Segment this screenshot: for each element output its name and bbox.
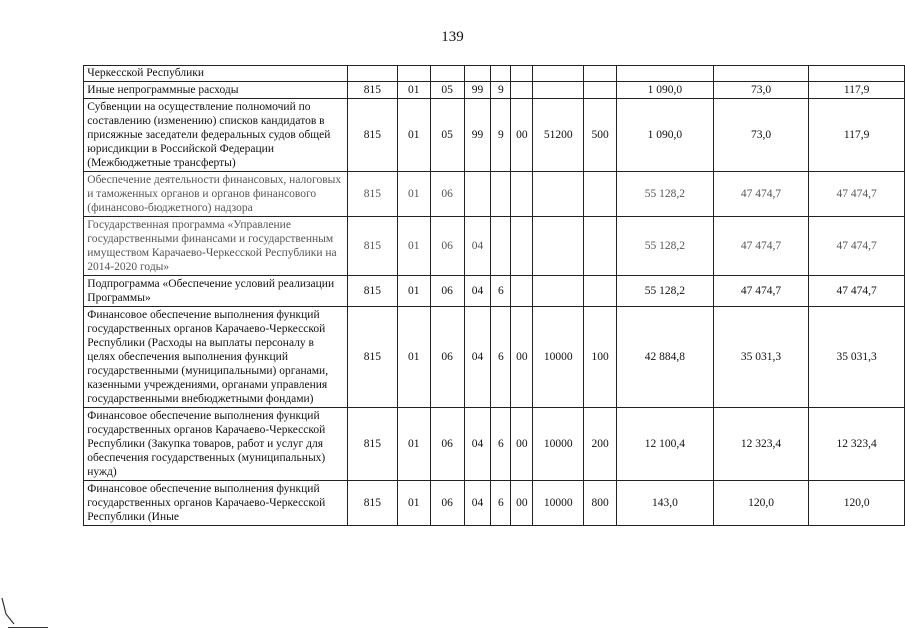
row-value-cell: 800 xyxy=(584,481,617,526)
row-value-cell: 01 xyxy=(397,481,430,526)
row-value-cell: 06 xyxy=(430,481,464,526)
row-value-cell xyxy=(533,82,584,99)
row-value-cell: 47 474,7 xyxy=(713,217,809,276)
row-value-cell xyxy=(584,66,617,82)
row-value-cell: 117,9 xyxy=(809,99,905,172)
row-value-cell: 1 090,0 xyxy=(617,82,714,99)
row-value-cell xyxy=(511,276,533,307)
row-gutter xyxy=(52,66,84,82)
row-value-cell xyxy=(511,172,533,217)
row-value-cell xyxy=(533,217,584,276)
row-value-cell: 55 128,2 xyxy=(617,276,714,307)
row-value-cell xyxy=(511,82,533,99)
row-value-cell xyxy=(464,66,491,82)
row-value-cell xyxy=(491,66,511,82)
row-value-cell: 00 xyxy=(511,481,533,526)
row-value-cell xyxy=(511,66,533,82)
row-value-cell: 10000 xyxy=(533,408,584,481)
row-value-cell: 6 xyxy=(491,481,511,526)
row-value-cell: 815 xyxy=(347,99,397,172)
row-value-cell: 01 xyxy=(397,307,430,408)
row-value-cell: 55 128,2 xyxy=(617,172,714,217)
table-row xyxy=(52,99,905,172)
table-row xyxy=(52,172,905,217)
row-value-cell: 51200 xyxy=(533,99,584,172)
row-value-cell: 6 xyxy=(491,307,511,408)
row-value-cell: 06 xyxy=(430,307,464,408)
row-gutter xyxy=(52,307,84,408)
row-value-cell: 05 xyxy=(430,99,464,172)
row-value-cell: 120,0 xyxy=(809,481,905,526)
row-value-cell: 120,0 xyxy=(713,481,809,526)
row-value-cell xyxy=(491,217,511,276)
row-value-cell: 10000 xyxy=(533,481,584,526)
table-row xyxy=(52,408,905,481)
row-value-cell: 73,0 xyxy=(713,99,809,172)
row-name-cell: Финансовое обеспечение выполнения функций государственных органов Карачаево-Черкесской Республики (Иные xyxy=(84,481,348,526)
row-value-cell: 01 xyxy=(397,276,430,307)
row-name-cell: Субвенции на осуществление полномочий по составлению (изменению) списков кандидатов в присяжные заседатели федеральных судов общей юрисдикции в Российской Федерации (Межбюджетные трансферты) xyxy=(84,99,348,172)
row-value-cell: 73,0 xyxy=(713,82,809,99)
row-value-cell: 55 128,2 xyxy=(617,217,714,276)
row-value-cell: 06 xyxy=(430,217,464,276)
row-value-cell: 12 323,4 xyxy=(713,408,809,481)
table-row xyxy=(52,481,905,526)
row-value-cell: 47 474,7 xyxy=(809,276,905,307)
row-value-cell: 01 xyxy=(397,99,430,172)
row-value-cell: 35 031,3 xyxy=(713,307,809,408)
row-value-cell: 815 xyxy=(347,82,397,99)
row-value-cell: 815 xyxy=(347,307,397,408)
row-value-cell xyxy=(533,172,584,217)
row-value-cell: 200 xyxy=(584,408,617,481)
row-value-cell: 00 xyxy=(511,307,533,408)
row-value-cell: 815 xyxy=(347,217,397,276)
row-value-cell: 01 xyxy=(397,82,430,99)
row-value-cell: 04 xyxy=(464,276,491,307)
row-gutter xyxy=(52,217,84,276)
row-value-cell: 00 xyxy=(511,408,533,481)
row-value-cell xyxy=(584,276,617,307)
row-value-cell: 143,0 xyxy=(617,481,714,526)
row-value-cell: 01 xyxy=(397,172,430,217)
row-value-cell: 12 323,4 xyxy=(809,408,905,481)
row-value-cell: 05 xyxy=(430,82,464,99)
row-gutter xyxy=(52,99,84,172)
row-value-cell: 815 xyxy=(347,172,397,217)
row-value-cell: 6 xyxy=(491,408,511,481)
row-value-cell: 500 xyxy=(584,99,617,172)
budget-table xyxy=(52,65,905,526)
row-value-cell: 01 xyxy=(397,408,430,481)
row-name-cell: Финансовое обеспечение выполнения функций государственных органов Карачаево-Черкесской Республики (Расходы на выплаты персоналу в целях обеспечения выполнения функций государственными (муниципальными) органами, казенными учреждениями, органами управления государственными внебюджетными фондами) xyxy=(84,307,348,408)
scan-edge-mark xyxy=(0,596,26,626)
row-value-cell: 815 xyxy=(347,481,397,526)
row-name-cell: Подпрограмма «Обеспечение условий реализации Программы» xyxy=(84,276,348,307)
table-row xyxy=(52,66,905,82)
row-value-cell: 99 xyxy=(464,82,491,99)
row-value-cell: 10000 xyxy=(533,307,584,408)
row-value-cell xyxy=(491,172,511,217)
row-gutter xyxy=(52,481,84,526)
row-name-cell: Финансовое обеспечение выполнения функций государственных органов Карачаево-Черкесской Республики (Закупка товаров, работ и услуг для обеспечения государственных (муниципальных) нужд) xyxy=(84,408,348,481)
row-value-cell: 01 xyxy=(397,217,430,276)
row-value-cell: 47 474,7 xyxy=(809,217,905,276)
row-value-cell: 00 xyxy=(511,99,533,172)
row-value-cell xyxy=(511,217,533,276)
row-value-cell: 815 xyxy=(347,276,397,307)
row-value-cell xyxy=(713,66,809,82)
row-value-cell xyxy=(533,276,584,307)
row-value-cell: 100 xyxy=(584,307,617,408)
row-name-cell: Черкесской Республики xyxy=(84,66,348,82)
row-value-cell: 99 xyxy=(464,99,491,172)
table-body xyxy=(52,66,905,526)
row-value-cell: 9 xyxy=(491,99,511,172)
row-value-cell xyxy=(347,66,397,82)
table-row xyxy=(52,307,905,408)
row-value-cell: 47 474,7 xyxy=(713,172,809,217)
table-row xyxy=(52,217,905,276)
row-value-cell: 6 xyxy=(491,276,511,307)
row-value-cell: 04 xyxy=(464,408,491,481)
row-value-cell: 06 xyxy=(430,172,464,217)
row-value-cell xyxy=(584,82,617,99)
row-gutter xyxy=(52,408,84,481)
row-name-cell: Обеспечение деятельности финансовых, налоговых и таможенных органов и органов финансового (финансово-бюджетного) надзора xyxy=(84,172,348,217)
row-value-cell xyxy=(584,217,617,276)
row-value-cell xyxy=(584,172,617,217)
row-value-cell: 04 xyxy=(464,481,491,526)
page-number: 139 xyxy=(441,29,464,45)
row-value-cell xyxy=(464,172,491,217)
row-value-cell: 04 xyxy=(464,217,491,276)
scan-edge-line xyxy=(8,627,48,628)
row-value-cell: 9 xyxy=(491,82,511,99)
row-value-cell: 42 884,8 xyxy=(617,307,714,408)
row-gutter xyxy=(52,276,84,307)
table-row xyxy=(52,276,905,307)
row-gutter xyxy=(52,82,84,99)
row-value-cell xyxy=(397,66,430,82)
row-value-cell xyxy=(430,66,464,82)
row-value-cell: 35 031,3 xyxy=(809,307,905,408)
row-name-cell: Государственная программа «Управление государственными финансами и государственным имуществом Карачаево-Черкесской Республики на 2014-2020 годы» xyxy=(84,217,348,276)
row-value-cell: 117,9 xyxy=(809,82,905,99)
row-value-cell: 815 xyxy=(347,408,397,481)
row-value-cell: 06 xyxy=(430,408,464,481)
row-value-cell xyxy=(809,66,905,82)
row-value-cell: 06 xyxy=(430,276,464,307)
row-value-cell: 47 474,7 xyxy=(713,276,809,307)
row-value-cell xyxy=(617,66,714,82)
row-gutter xyxy=(52,172,84,217)
row-value-cell: 04 xyxy=(464,307,491,408)
row-value-cell: 1 090,0 xyxy=(617,99,714,172)
row-name-cell: Иные непрограммные расходы xyxy=(84,82,348,99)
row-value-cell xyxy=(533,66,584,82)
row-value-cell: 47 474,7 xyxy=(809,172,905,217)
row-value-cell: 12 100,4 xyxy=(617,408,714,481)
table-row xyxy=(52,82,905,99)
